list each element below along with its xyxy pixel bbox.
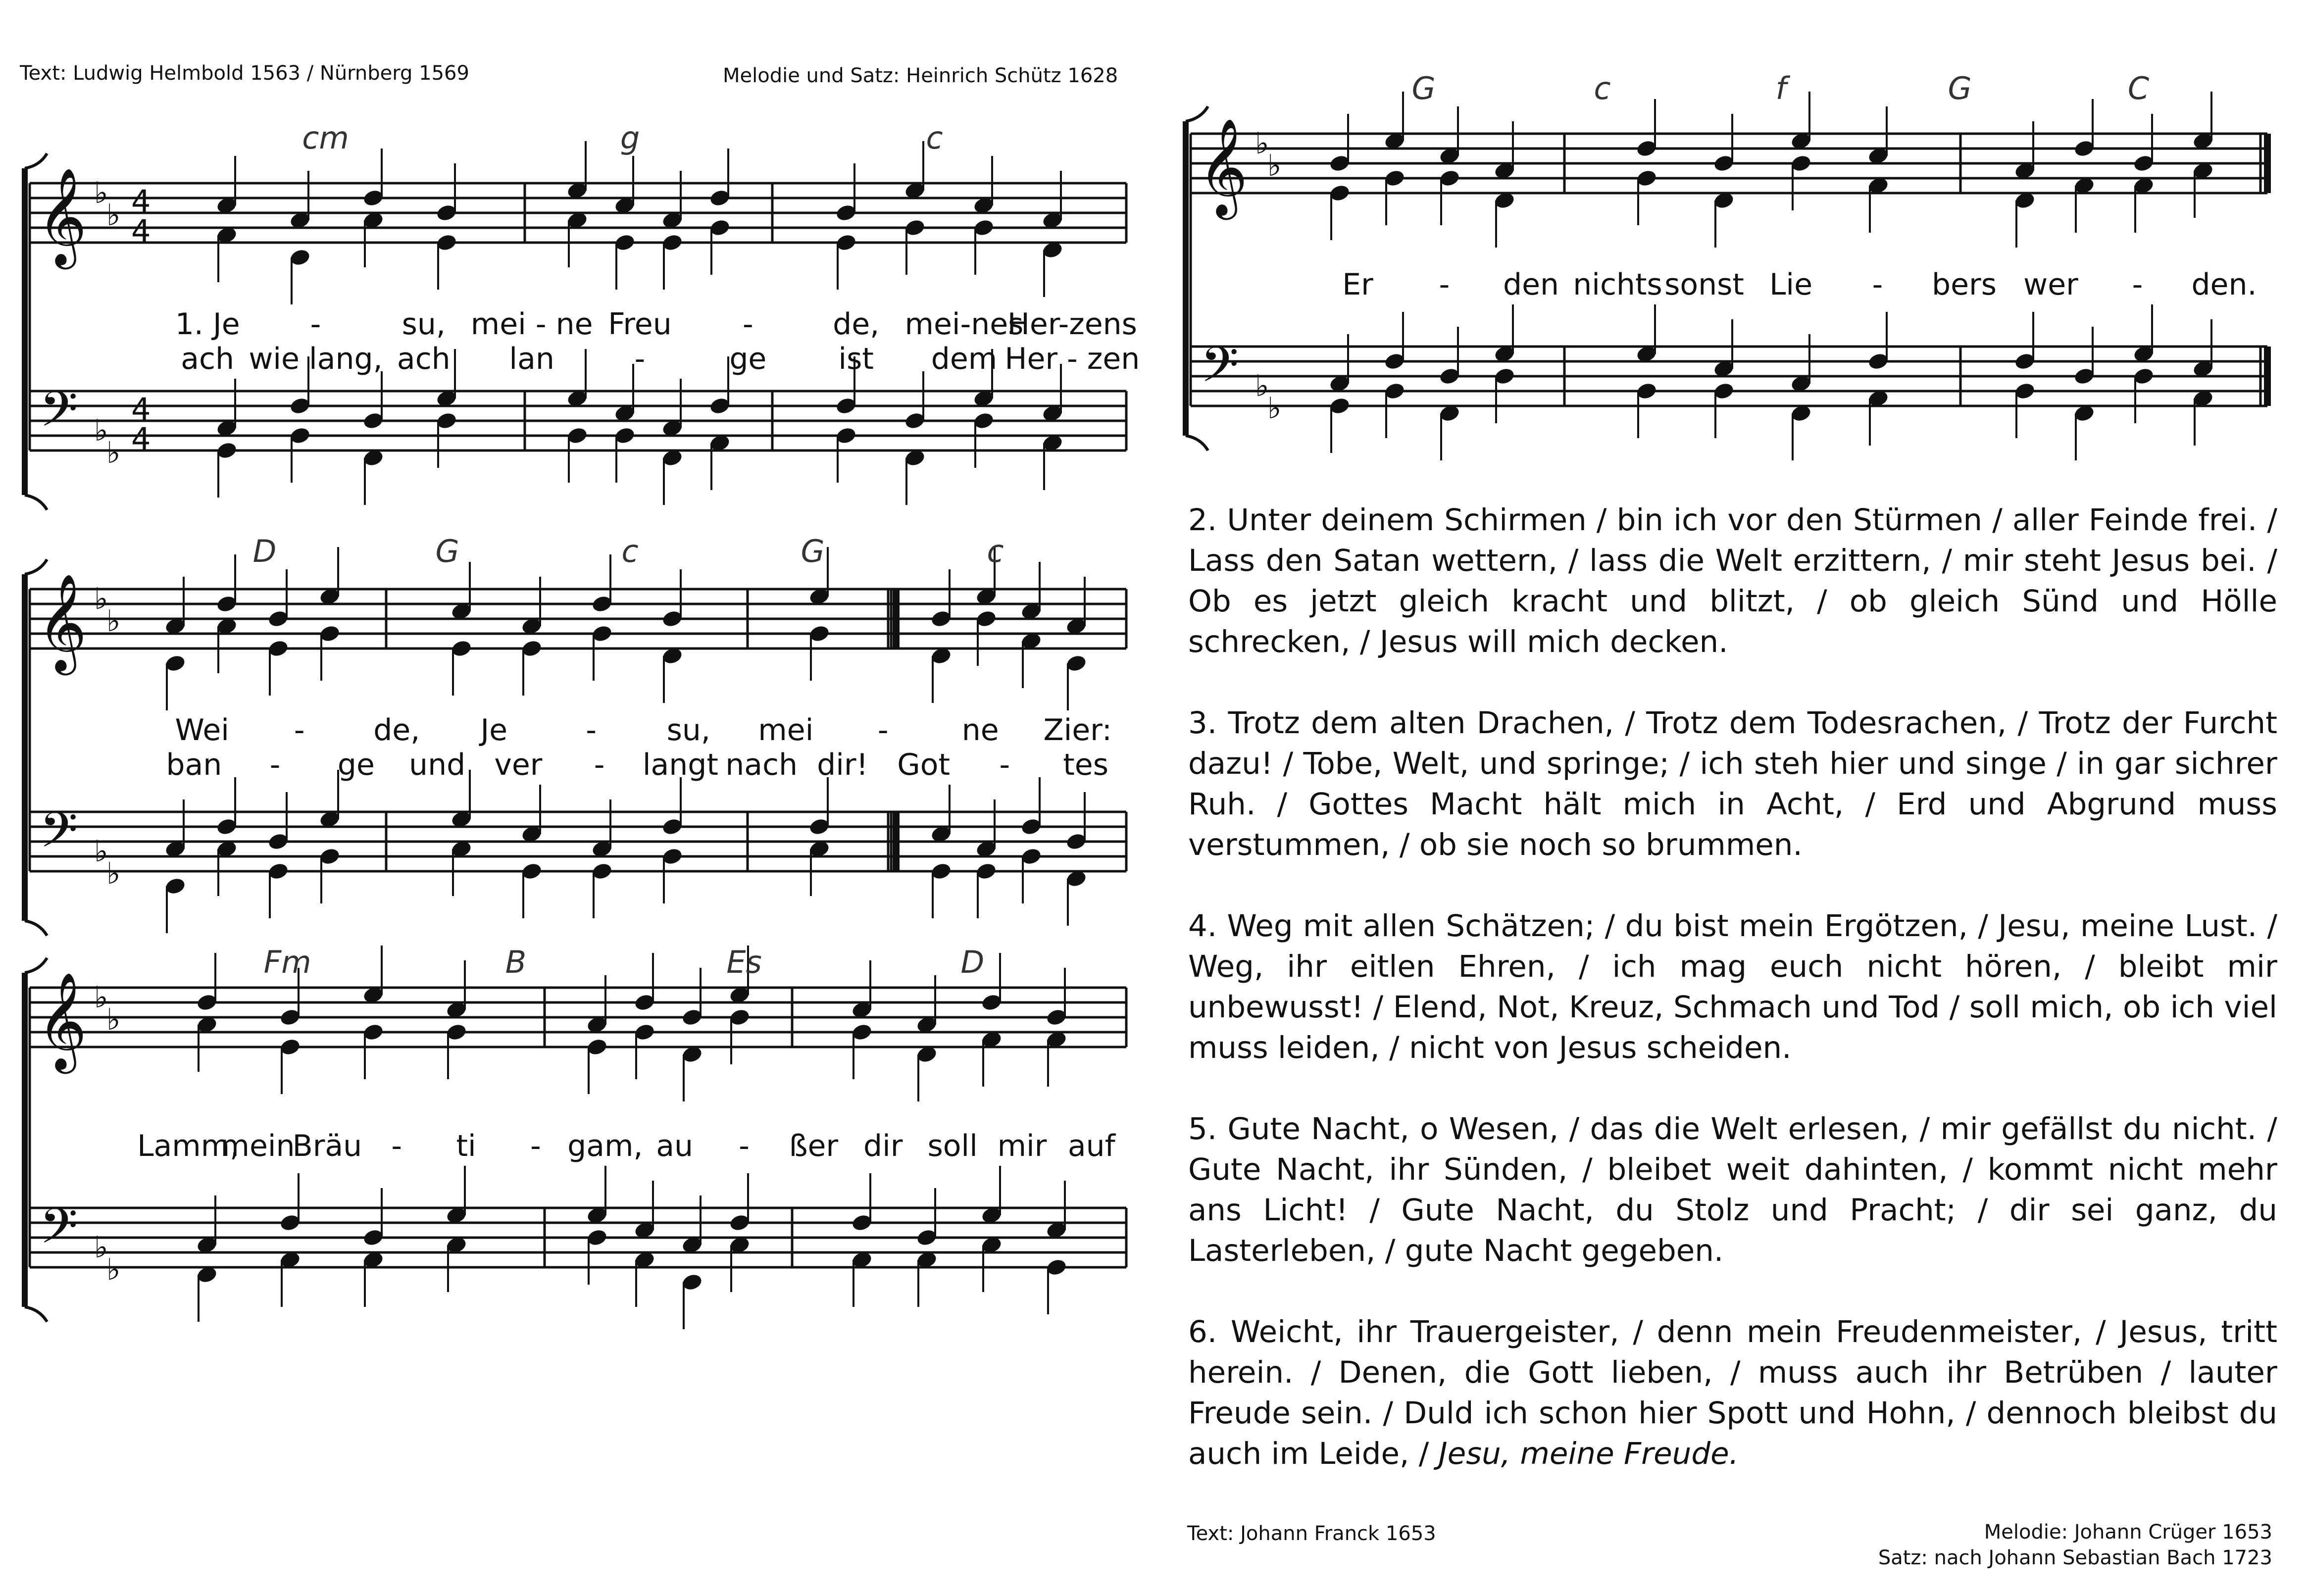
system-3-lyric-line1: Lamm,	[137, 1129, 240, 1163]
system-3-chord-symbol: D	[960, 944, 985, 980]
verse-3	[1188, 703, 2277, 865]
system-2-lyric-line2: -	[269, 748, 281, 782]
system-2-lyric-line2: ban	[166, 748, 222, 782]
system-1-bracket-top	[25, 153, 47, 168]
system-2-flat-icon: ♭	[94, 582, 108, 616]
verse-text: 3. Trotz dem alten Drachen, / Trotz dem Todesrachen, / Trotz der Furcht dazu! / Tobe, Welt, und springe; / ich steh hier und singe / in gar sichrer Ruh. / Gottes Macht hält mich in Acht, / Erd und Abgrund muss verstummen, / ob sie noch so brummen.	[1188, 705, 2277, 862]
time-signature: 4	[131, 213, 151, 249]
system-4-lyric-line1: Er	[1342, 267, 1373, 302]
system-3-flat-icon: ♭	[106, 1002, 121, 1037]
system-1-lyric-line1: de,	[833, 307, 880, 342]
system-1-lyric-line1: -	[310, 307, 321, 342]
system-1-flat-icon: ♭	[106, 436, 121, 470]
system-4-lyric-line1: -	[1872, 267, 1883, 302]
text-credit-right: Text: Johann Franck 1653	[1187, 1522, 1436, 1545]
system-2-lyric-line2: dir!	[817, 748, 868, 782]
verse-6-text: 6. Weicht, ihr Trauergeister, / denn mein Freudenmeister, / Jesus, tritt herein. / Denen, die Gott lieben, / muss auch ihr Betrüben / lauter Freude sein. / Duld ich schon hier Spott und Hohn, / dennoch bleibst du auch im Leide, /	[1188, 1314, 2277, 1471]
system-4-flat-icon: ♭	[1267, 149, 1282, 183]
system-1-lyric-line1: Her-zens	[1007, 307, 1137, 342]
system-4-lyric-line1: Lie	[1769, 267, 1813, 302]
system-1-lyric-line2: ge	[729, 342, 767, 376]
system-4-chord-symbol: c	[1594, 70, 1611, 106]
system-4-lyric-line1: bers	[1932, 267, 1997, 302]
system-1-flat-icon: ♭	[94, 413, 108, 448]
system-3-chord-symbol: Fm	[263, 944, 311, 980]
system-2-lyric-line1: Zier:	[1043, 713, 1112, 748]
system-1-lyric-line1: Freu	[608, 307, 672, 342]
system-4-bracket-bottom	[1186, 436, 1208, 450]
system-1-lyric-line1: 1. Je	[175, 307, 240, 342]
system-3-lyric-line1: Bräu	[292, 1129, 362, 1163]
system-1-lyric-line1: mei - ne	[470, 307, 593, 342]
time-signature: 4	[131, 421, 151, 457]
system-1-lyric-line2: wie lang,	[249, 342, 383, 376]
text-credit-left: Text: Ludwig Helmbold 1563 / Nürnberg 1569	[20, 62, 469, 85]
system-2-bracket-bottom	[25, 921, 47, 936]
system-1-flat-icon: ♭	[94, 176, 108, 210]
system-1-bracket-bottom	[25, 495, 47, 510]
system-3-lyric-line1: mein	[220, 1129, 295, 1163]
verse-2	[1188, 500, 2277, 662]
system-3-lyric-line1: -	[739, 1129, 750, 1163]
system-2-lyric-line2: nach	[725, 748, 798, 782]
system-4-flat-icon: ♭	[1255, 369, 1269, 403]
system-4-treble-clef: 𝄞	[1198, 118, 1248, 216]
system-2-flat-icon: ♭	[106, 604, 121, 639]
system-1-bass-clef: 𝄢	[40, 381, 78, 450]
system-4-chord-symbol: G	[1948, 70, 1972, 106]
system-4-flat-icon: ♭	[1255, 126, 1269, 161]
system-1-lyric-line2: -	[634, 342, 646, 376]
system-2-lyric-line2: -	[594, 748, 605, 782]
system-4-lyric-line1: sonst	[1664, 267, 1744, 302]
time-signature: 4	[131, 391, 151, 427]
system-3-lyric-line1: gam,	[567, 1129, 643, 1163]
system-4-lyric-line1: -	[2132, 267, 2143, 302]
system-1-lyric-line1: mei-nes	[904, 307, 1024, 342]
system-2-lyric-line1: Je	[480, 713, 508, 748]
system-1-treble-clef: 𝄞	[37, 167, 87, 265]
system-3-lyric-line1: ßer	[789, 1129, 839, 1163]
system-1-chord-symbol: cm	[302, 120, 349, 156]
system-3-lyric-line1: auf	[1067, 1129, 1115, 1163]
system-2-treble-clef: 𝄞	[37, 573, 87, 671]
verse-text: 2. Unter deinem Schirmen / bin ich vor den Stürmen / aller Feinde frei. / Lass den Satan wettern, / lass die Welt erzittern, / mir steht Jesus bei. / Ob es jetzt gleich kracht und blitzt, / ob gleich Sünd und Hölle schrecken, / Jesus will mich decken.	[1188, 502, 2277, 659]
verse-text: 4. Weg mit allen Schätzen; / du bist mein Ergötzen, / Jesu, meine Lust. / Weg, ihr eitlen Ehren, / ich mag euch nicht hören, / bleibt mir unbewusst! / Elend, Not, Kreuz, Schmach und Tod / soll mich, ob ich viel muss leiden, / nicht von Jesus scheiden.	[1188, 908, 2277, 1065]
system-3-flat-icon: ♭	[106, 1252, 121, 1287]
system-3-bracket-bottom	[25, 1307, 47, 1322]
system-2-chord-symbol: G	[801, 533, 825, 569]
system-3-chord-symbol: B	[505, 944, 527, 980]
system-2-chord-symbol: c	[987, 533, 1004, 569]
system-2-flat-icon: ♭	[106, 856, 121, 891]
melody-credit-left: Melodie und Satz: Heinrich Schütz 1628	[723, 64, 1118, 87]
system-2-lyric-line2: ver	[494, 748, 543, 782]
system-4-flat-icon: ♭	[1267, 391, 1282, 426]
system-3-treble-clef: 𝄞	[37, 972, 87, 1070]
system-1-chord-symbol: g	[620, 120, 640, 156]
system-2-lyric-line1: -	[294, 713, 305, 748]
system-4-chord-symbol: f	[1775, 70, 1787, 106]
verse-4	[1188, 906, 2277, 1068]
system-3-flat-icon: ♭	[94, 980, 108, 1015]
system-3-lyric-line1: ti	[456, 1129, 476, 1163]
system-1-lyric-line1: su,	[401, 307, 446, 342]
system-3-bass-clef: 𝄢	[40, 1198, 78, 1267]
verse-6-italic-ending: Jesu, meine Freude.	[1438, 1436, 1739, 1471]
system-1-lyric-line2: dem	[931, 342, 998, 376]
system-2-lyric-line1: de,	[373, 713, 420, 748]
system-1-lyric-line2: ach	[397, 342, 451, 376]
system-1-chord-symbol: c	[926, 120, 943, 156]
system-2-lyric-line1: -	[586, 713, 597, 748]
system-4-bass-clef: 𝄢	[1201, 337, 1239, 405]
system-2-lyric-line2: -	[999, 748, 1010, 782]
system-2-chord-symbol: D	[252, 533, 277, 569]
system-2-lyric-line2: Got	[897, 748, 950, 782]
system-4-chord-symbol: G	[1411, 70, 1436, 106]
system-2-lyric-line1: Wei	[175, 713, 229, 748]
system-3-lyric-line1: -	[530, 1129, 541, 1163]
system-2-lyric-line2: tes	[1063, 748, 1108, 782]
system-4-lyric-line1: den.	[2191, 267, 2257, 302]
time-signature: 4	[131, 183, 151, 219]
system-3-bracket-top	[25, 958, 47, 973]
system-4-lyric-line1: -	[1439, 267, 1450, 302]
verse-5	[1188, 1109, 2277, 1271]
system-1-lyric-line2: ach	[181, 342, 235, 376]
system-2-lyric-line1: mei	[758, 713, 814, 748]
system-4-lyric-line1: den	[1503, 267, 1559, 302]
system-1-lyric-line1: -	[743, 307, 753, 342]
system-3-lyric-line1: mir	[997, 1129, 1047, 1163]
system-4-lyric-line1: wer	[2023, 267, 2078, 302]
verse-6	[1188, 1312, 2277, 1474]
system-2-lyric-line1: su,	[666, 713, 710, 748]
system-3-lyric-line1: dir	[863, 1129, 903, 1163]
system-1-flat-icon: ♭	[106, 198, 121, 233]
system-2-lyric-line2: langt	[642, 748, 718, 782]
system-2-lyric-line2: ge	[337, 748, 375, 782]
setting-credit-right: Satz: nach Johann Sebastian Bach 1723	[1878, 1546, 2272, 1569]
melody-credit-right: Melodie: Johann Crüger 1653	[1984, 1521, 2272, 1544]
system-2-lyric-line2: und	[409, 748, 466, 782]
system-2-lyric-line1: -	[877, 713, 889, 748]
verses-block	[1188, 500, 2277, 1515]
system-1-lyric-line2: ist	[838, 342, 874, 376]
system-2-chord-symbol: c	[621, 533, 639, 569]
system-4-lyric-line1: nichts	[1573, 267, 1662, 302]
system-2-bass-clef: 𝄢	[40, 802, 78, 871]
system-2-chord-symbol: G	[435, 533, 459, 569]
system-3-flat-icon: ♭	[94, 1230, 108, 1265]
system-2-bracket-top	[25, 559, 47, 574]
system-4-chord-symbol: C	[2127, 70, 2150, 106]
verse-text: 5. Gute Nacht, o Wesen, / das die Welt erlesen, / mir gefällst du nicht. / Gute Nacht, ihr Sünden, / bleibet weit dahinten, / kommt nicht mehr ans Licht! / Gute Nacht, du Stolz und Pracht; / dir sei ganz, du Lasterleben, / gute Nacht gegeben.	[1188, 1111, 2277, 1268]
system-3-chord-symbol: Es	[726, 944, 762, 980]
system-1-lyric-line2: Her - zen	[1004, 342, 1140, 376]
system-3-lyric-line1: -	[391, 1129, 402, 1163]
system-3-lyric-line1: au	[656, 1129, 694, 1163]
system-2-flat-icon: ♭	[94, 834, 108, 869]
system-1-lyric-line2: lan	[509, 342, 554, 376]
system-3-lyric-line1: soll	[927, 1129, 978, 1163]
system-2-lyric-line1: ne	[961, 713, 999, 748]
